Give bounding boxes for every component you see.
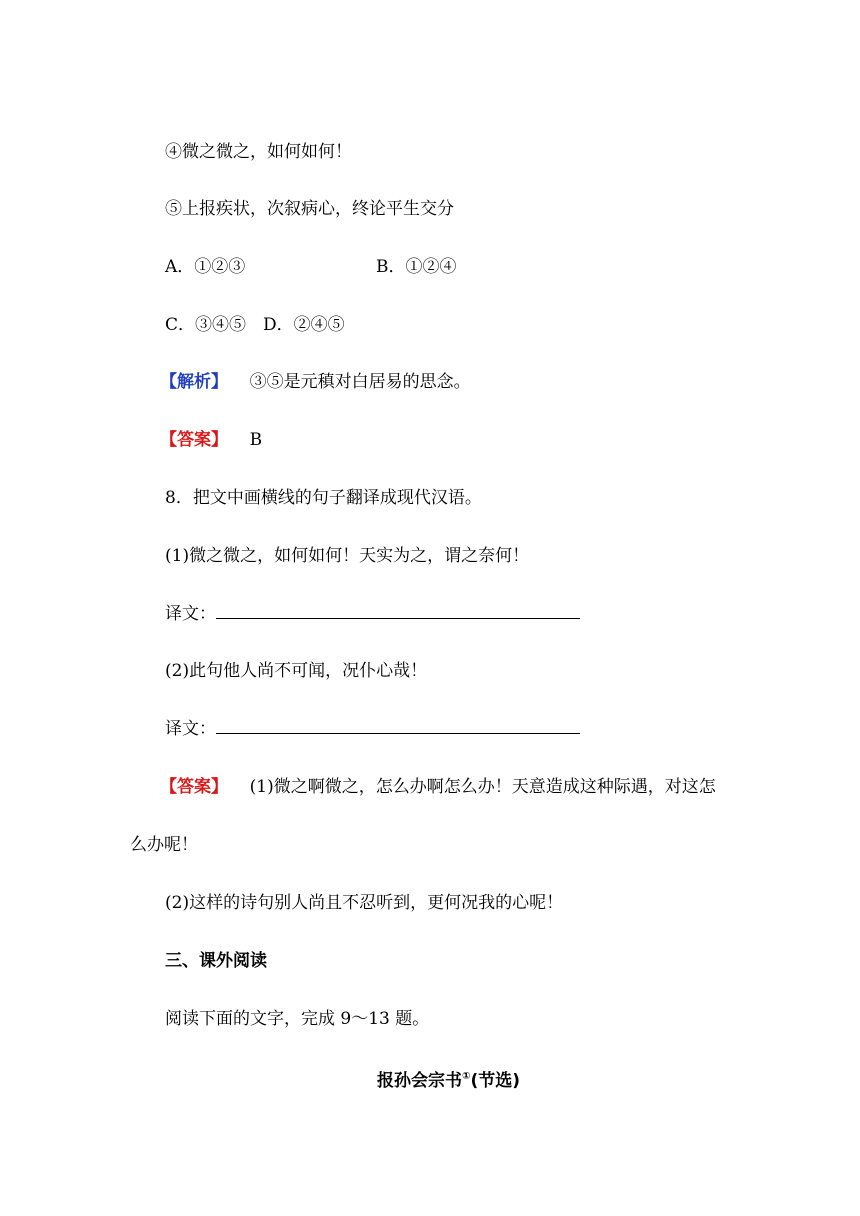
- analysis-text: ③⑤是元稹对白居易的思念。: [249, 372, 471, 392]
- choice-c-d: C．③④⑤ D．②④⑤: [165, 315, 345, 335]
- answer-tag-q8: 【答案】: [160, 777, 228, 797]
- article-title-text: 报孙会宗书: [377, 1071, 462, 1091]
- choice-a: A．①②③: [165, 257, 246, 277]
- option-5: ⑤上报疾状，次叙病心，终论平生交分: [165, 199, 454, 219]
- article-footnote-mark: ①: [462, 1071, 471, 1082]
- question-8-sentence-1: (1)微之微之，如何如何！天实为之，谓之奈何！: [165, 546, 530, 566]
- answer-tag-q7: 【答案】: [160, 430, 228, 450]
- answer-text-q8-1a: (1)微之啊微之，怎么办啊怎么办！天意造成这种际遇，对这怎: [249, 777, 716, 797]
- answer-row-q8: [160, 775, 716, 799]
- answer-row-q7: [160, 428, 262, 452]
- article-title: [377, 1065, 520, 1093]
- translation-blank-2: [216, 717, 580, 734]
- question-8-title: 8．把文中画横线的句子翻译成现代汉语。: [165, 488, 482, 508]
- translation-row-2: [165, 717, 580, 741]
- section-heading: 三、课外阅读: [165, 951, 267, 971]
- translation-blank-1: [216, 602, 580, 619]
- answer-text-q8-1b: 么办呢！: [130, 835, 198, 855]
- analysis-tag: 【解析】: [160, 372, 228, 392]
- translation-label-1: 译文：: [165, 604, 216, 624]
- translation-row-1: [165, 602, 580, 626]
- answer-text-q7: B: [249, 430, 263, 450]
- reading-instruction: 阅读下面的文字，完成 9～13 题。: [165, 1009, 430, 1029]
- answer-text-q8-2: (2)这样的诗句别人尚且不忍听到，更何况我的心呢！: [165, 893, 564, 913]
- analysis-row: [160, 370, 471, 394]
- article-title-suffix: (节选): [470, 1071, 521, 1091]
- option-4: ④微之微之，如何如何！: [165, 142, 352, 162]
- choice-b: B．①②④: [376, 257, 457, 277]
- translation-label-2: 译文：: [165, 719, 216, 739]
- question-8-sentence-2: (2)此句他人尚不可闻，况仆心哉！: [165, 661, 428, 681]
